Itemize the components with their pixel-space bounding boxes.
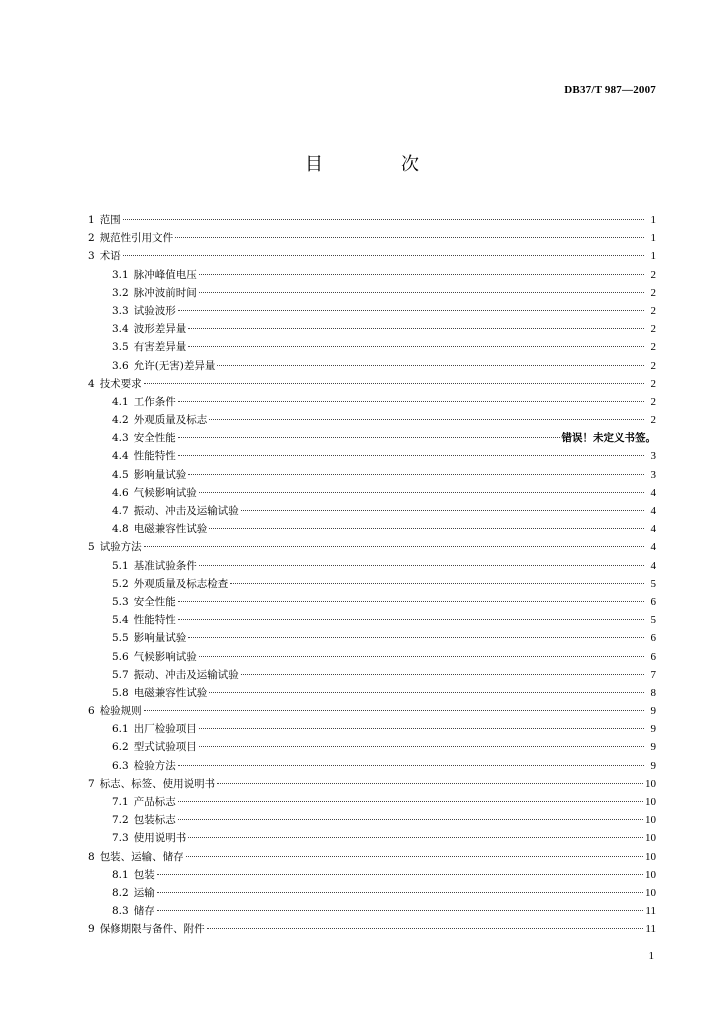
toc-entry[interactable] xyxy=(88,447,656,465)
toc-leader-dots xyxy=(157,874,643,875)
toc-entry-page: 1 xyxy=(650,214,656,226)
toc-leader-dots xyxy=(157,892,643,893)
toc-entry[interactable] xyxy=(88,502,656,520)
toc-entry[interactable] xyxy=(88,648,656,666)
toc-entry-page: 10 xyxy=(645,814,656,827)
toc-entry-page: 1 xyxy=(650,232,656,245)
toc-entry-number: 5.7 xyxy=(112,668,129,681)
toc-leader-dots xyxy=(178,437,560,438)
toc-leader-dots xyxy=(217,365,644,366)
toc-leader-dots xyxy=(241,674,644,675)
toc-entry-page: 6 xyxy=(650,650,656,663)
toc-entry[interactable] xyxy=(88,884,656,902)
toc-entry[interactable] xyxy=(88,757,656,775)
toc-entry[interactable] xyxy=(88,866,656,884)
toc-entry-page: 9 xyxy=(650,723,656,736)
toc-entry-title: 检验规则 xyxy=(99,705,142,718)
toc-entry-title: 波形差异量 xyxy=(133,323,187,336)
toc-entry-number: 5.8 xyxy=(112,686,129,699)
toc-entry-page: 8 xyxy=(650,686,656,699)
toc-entry[interactable] xyxy=(88,738,656,756)
toc-leader-dots xyxy=(178,601,644,602)
toc-entry-title: 技术要求 xyxy=(99,377,142,390)
toc-entry-number: 4.6 xyxy=(112,486,129,499)
toc-entry-page: 9 xyxy=(650,741,656,754)
toc-leader-dots xyxy=(241,510,644,511)
toc-leader-dots xyxy=(188,474,644,475)
toc-leader-dots xyxy=(199,728,644,729)
toc-leader-dots xyxy=(209,528,644,529)
toc-entry-page: 10 xyxy=(645,850,656,863)
toc-leader-dots xyxy=(157,910,644,911)
table-of-contents xyxy=(88,211,656,939)
toc-entry-page: 2 xyxy=(650,359,656,372)
toc-entry-number: 3 xyxy=(88,250,95,263)
toc-entry-number: 8.3 xyxy=(112,905,129,918)
toc-entry-number: 7.1 xyxy=(112,796,129,808)
toc-entry-title: 基准试验条件 xyxy=(133,559,197,572)
toc-leader-dots xyxy=(217,783,643,784)
toc-entry-title: 有害差异量 xyxy=(133,341,187,354)
toc-entry[interactable] xyxy=(88,593,656,611)
toc-leader-dots xyxy=(144,546,644,547)
toc-entry-number: 8.2 xyxy=(112,886,129,899)
toc-entry[interactable] xyxy=(88,629,656,647)
toc-leader-dots xyxy=(123,255,644,256)
toc-entry-page: 9 xyxy=(650,759,656,772)
toc-leader-dots xyxy=(188,328,644,329)
toc-entry[interactable] xyxy=(88,266,656,284)
toc-entry-title: 试验波形 xyxy=(133,304,176,317)
toc-leader-dots xyxy=(123,219,644,220)
toc-entry[interactable] xyxy=(88,557,656,575)
toc-entry-title: 规范性引用文件 xyxy=(99,232,174,245)
toc-entry-page: 10 xyxy=(645,832,656,845)
toc-entry-page: 2 xyxy=(650,395,656,408)
toc-entry[interactable] xyxy=(88,666,656,684)
toc-entry-title: 检验方法 xyxy=(133,759,176,772)
toc-entry-title: 允许(无害)差异量 xyxy=(133,359,216,372)
toc-entry-title: 电磁兼容性试验 xyxy=(133,523,208,536)
toc-entry[interactable] xyxy=(88,338,656,356)
toc-entry-number: 6.2 xyxy=(112,741,129,754)
toc-entry-number: 5.3 xyxy=(112,595,129,608)
toc-entry[interactable] xyxy=(88,575,656,593)
toc-entry-number: 4.5 xyxy=(112,468,129,481)
toc-leader-dots xyxy=(188,346,644,347)
toc-entry-page: 5 xyxy=(650,614,656,627)
toc-entry-page: 7 xyxy=(650,668,656,681)
toc-entry-number: 1 xyxy=(88,214,95,226)
toc-entry-title: 影响量试验 xyxy=(133,468,187,481)
standard-code: DB37/T 987—2007 xyxy=(564,84,656,96)
toc-entry[interactable] xyxy=(88,466,656,484)
toc-entry-page: 2 xyxy=(650,268,656,281)
toc-entry-title: 外观质量及标志检查 xyxy=(133,577,229,590)
toc-leader-dots xyxy=(178,619,644,620)
toc-entry[interactable] xyxy=(88,211,656,229)
toc-entry[interactable] xyxy=(88,302,656,320)
toc-entry[interactable] xyxy=(88,848,656,866)
toc-entry-page: 2 xyxy=(650,304,656,317)
toc-entry-number: 9 xyxy=(88,923,95,936)
toc-entry-number: 7.3 xyxy=(112,832,129,845)
toc-entry-number: 4.8 xyxy=(112,523,129,536)
toc-leader-dots xyxy=(178,455,644,456)
toc-entry-number: 5.6 xyxy=(112,650,129,663)
toc-entry-number: 5.4 xyxy=(112,614,129,627)
toc-entry-title: 包装、运输、储存 xyxy=(99,850,184,863)
toc-leader-dots xyxy=(178,401,644,402)
toc-entry-number: 3.6 xyxy=(112,359,129,372)
toc-entry-page: 10 xyxy=(645,777,656,790)
toc-entry-title: 型式试验项目 xyxy=(133,741,197,754)
toc-entry-title: 范围 xyxy=(99,214,121,226)
toc-leader-dots xyxy=(178,801,643,802)
toc-entry-number: 2 xyxy=(88,232,95,245)
toc-leader-dots xyxy=(209,419,644,420)
toc-entry-page: 6 xyxy=(650,595,656,608)
toc-entry[interactable] xyxy=(88,811,656,829)
toc-entry-page: 2 xyxy=(650,286,656,299)
toc-leader-dots xyxy=(186,856,643,857)
toc-entry-title: 使用说明书 xyxy=(133,832,187,845)
toc-entry[interactable] xyxy=(88,775,656,793)
toc-entry[interactable] xyxy=(88,902,656,920)
toc-entry-title: 气候影响试验 xyxy=(133,486,197,499)
toc-entry[interactable] xyxy=(88,520,656,538)
toc-entry-title: 产品标志 xyxy=(133,796,176,808)
toc-leader-dots xyxy=(144,383,644,384)
toc-entry-number: 3.4 xyxy=(112,323,129,336)
toc-leader-dots xyxy=(199,746,644,747)
toc-entry-number: 5.5 xyxy=(112,632,129,645)
toc-entry-number: 4.7 xyxy=(112,505,129,517)
toc-entry-page: 2 xyxy=(650,377,656,390)
toc-leader-dots xyxy=(178,819,643,820)
toc-entry-number: 4 xyxy=(88,377,95,390)
toc-leader-dots xyxy=(207,928,644,929)
toc-entry[interactable] xyxy=(88,320,656,338)
toc-entry-title: 气候影响试验 xyxy=(133,650,197,663)
toc-entry[interactable] xyxy=(88,684,656,702)
toc-entry-page: 11 xyxy=(645,905,656,918)
toc-leader-dots xyxy=(175,237,644,238)
toc-entry[interactable] xyxy=(88,611,656,629)
toc-leader-dots xyxy=(199,656,644,657)
toc-entry-number: 6.1 xyxy=(112,723,129,736)
toc-entry-title: 影响量试验 xyxy=(133,632,187,645)
toc-leader-dots xyxy=(199,274,644,275)
toc-entry[interactable] xyxy=(88,284,656,302)
toc-entry-number: 7.2 xyxy=(112,814,129,827)
toc-entry-title: 保修期限与备件、附件 xyxy=(99,923,205,936)
toc-entry-number: 4.4 xyxy=(112,450,129,463)
toc-entry-page: 4 xyxy=(650,505,656,517)
toc-entry-title: 工作条件 xyxy=(133,395,176,408)
toc-entry-page: 10 xyxy=(645,868,656,881)
toc-entry-page: 错误！未定义书签。 xyxy=(561,432,656,445)
toc-entry-number: 3.5 xyxy=(112,341,129,354)
toc-entry[interactable] xyxy=(88,484,656,502)
toc-entry-title: 脉冲峰值电压 xyxy=(133,268,197,281)
toc-entry-title: 标志、标签、使用说明书 xyxy=(99,777,216,790)
toc-entry-title: 电磁兼容性试验 xyxy=(133,686,208,699)
toc-entry-title: 出厂检验项目 xyxy=(133,723,197,736)
toc-entry-title: 性能特性 xyxy=(133,614,176,627)
toc-leader-dots xyxy=(230,583,644,584)
toc-entry[interactable] xyxy=(88,829,656,847)
toc-leader-dots xyxy=(199,565,644,566)
toc-entry-title: 试验方法 xyxy=(99,541,142,554)
toc-entry-number: 6.3 xyxy=(112,759,129,772)
toc-entry-title: 振动、冲击及运输试验 xyxy=(133,668,239,681)
toc-entry-page: 10 xyxy=(645,796,656,808)
toc-entry-number: 3.1 xyxy=(112,268,129,281)
toc-leader-dots xyxy=(199,292,644,293)
toc-entry-number: 5 xyxy=(88,541,95,554)
toc-entry-number: 7 xyxy=(88,777,95,790)
toc-entry[interactable] xyxy=(88,247,656,265)
toc-entry[interactable] xyxy=(88,357,656,375)
toc-entry-page: 10 xyxy=(645,886,656,899)
toc-entry[interactable] xyxy=(88,702,656,720)
toc-entry-page: 2 xyxy=(650,323,656,336)
toc-entry-page: 4 xyxy=(650,486,656,499)
toc-entry-title: 包装标志 xyxy=(133,814,176,827)
toc-entry[interactable] xyxy=(88,720,656,738)
toc-entry-number: 4.3 xyxy=(112,432,129,445)
toc-entry[interactable] xyxy=(88,411,656,429)
toc-leader-dots xyxy=(199,492,644,493)
toc-entry[interactable] xyxy=(88,429,656,447)
toc-entry-number: 4.2 xyxy=(112,414,129,427)
toc-entry-page: 4 xyxy=(650,541,656,554)
toc-entry-number: 5.1 xyxy=(112,559,129,572)
toc-entry-page: 6 xyxy=(650,632,656,645)
toc-entry-page: 11 xyxy=(645,923,656,936)
toc-entry-title: 脉冲波前时间 xyxy=(133,286,197,299)
toc-entry-number: 4.1 xyxy=(112,395,129,408)
toc-entry-number: 6 xyxy=(88,705,95,718)
toc-leader-dots xyxy=(178,765,644,766)
toc-leader-dots xyxy=(178,310,644,311)
toc-leader-dots xyxy=(209,692,644,693)
toc-entry-title: 术语 xyxy=(99,250,121,263)
toc-entry-title: 储存 xyxy=(133,905,155,918)
toc-entry-page: 2 xyxy=(650,414,656,427)
toc-entry-page: 1 xyxy=(650,250,656,263)
toc-entry-number: 8.1 xyxy=(112,868,129,881)
page-number: 1 xyxy=(648,950,654,962)
toc-entry[interactable] xyxy=(88,375,656,393)
toc-entry-page: 9 xyxy=(650,705,656,718)
toc-entry-title: 包装 xyxy=(133,868,155,881)
toc-entry[interactable] xyxy=(88,393,656,411)
toc-leader-dots xyxy=(188,837,643,838)
toc-entry-number: 8 xyxy=(88,850,95,863)
toc-entry-title: 运输 xyxy=(133,886,155,899)
toc-entry-title: 安全性能 xyxy=(133,595,176,608)
toc-entry-title: 振动、冲击及运输试验 xyxy=(133,505,239,517)
toc-entry-title: 性能特性 xyxy=(133,450,176,463)
toc-entry-page: 4 xyxy=(650,559,656,572)
toc-leader-dots xyxy=(144,710,644,711)
page-title: 目 次 xyxy=(305,154,449,175)
toc-entry-number: 3.3 xyxy=(112,304,129,317)
toc-entry-page: 3 xyxy=(650,450,656,463)
toc-entry[interactable] xyxy=(88,538,656,556)
toc-entry-number: 3.2 xyxy=(112,286,129,299)
toc-entry-page: 3 xyxy=(650,468,656,481)
toc-entry-title: 安全性能 xyxy=(133,432,176,445)
toc-entry[interactable] xyxy=(88,793,656,811)
toc-entry-page: 4 xyxy=(650,523,656,536)
toc-entry-title: 外观质量及标志 xyxy=(133,414,208,427)
toc-entry-page: 5 xyxy=(650,577,656,590)
toc-entry[interactable] xyxy=(88,920,656,938)
toc-entry-page: 2 xyxy=(650,341,656,354)
toc-leader-dots xyxy=(188,637,644,638)
toc-entry[interactable] xyxy=(88,229,656,247)
toc-entry-number: 5.2 xyxy=(112,577,129,590)
